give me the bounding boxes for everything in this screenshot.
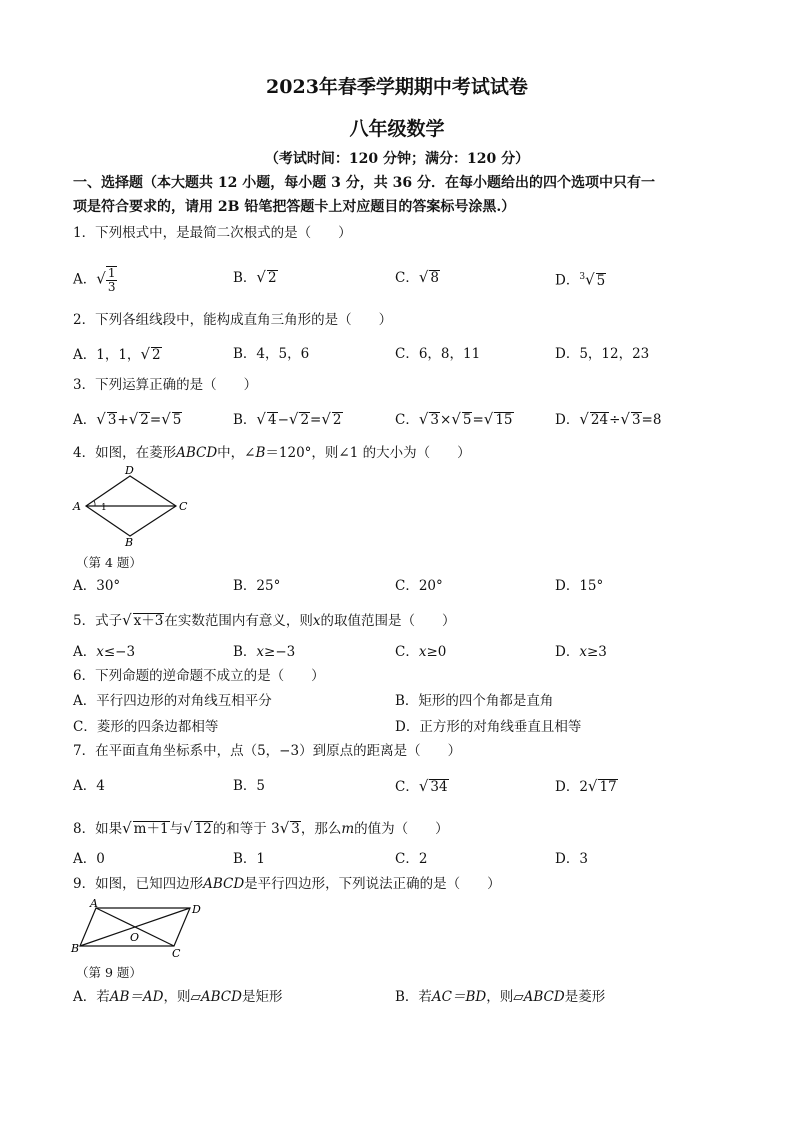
exam-subtitle: 八年级数学 <box>349 118 445 140</box>
parallelogram-figure <box>70 898 210 958</box>
q2-stem: 2．下列各组线段中，能构成直角三角形的是（ ） <box>73 312 393 328</box>
q5-option-d: D．x≥3 <box>555 644 607 660</box>
q3-stem: 3．下列运算正确的是（ ） <box>73 377 258 393</box>
q6-option-a: A．平行四边形的对角线互相平分 <box>73 693 272 709</box>
q6-option-d: D．正方形的对角线垂直且相等 <box>395 719 582 735</box>
q7-option-b: B．5 <box>233 778 266 794</box>
label-c: C <box>172 947 181 958</box>
q6-option-b: B．矩形的四个角都是直角 <box>395 693 554 709</box>
q3-option-d: D．√ 24÷√ 3=8 <box>555 410 662 428</box>
exam-title: 2023年春季学期期中考试试卷 <box>266 76 528 98</box>
q5-option-a: A．x≤−3 <box>73 644 136 660</box>
q3-option-a: A．√ 3+√ 2=√ 5 <box>73 410 182 428</box>
q2-option-d: D．5，12，23 <box>555 346 650 362</box>
label-d: D <box>192 903 201 916</box>
label-o: O <box>130 931 140 944</box>
section-heading-line2: 项是符合要求的，请用 2B 铅笔把答题卡上对应题目的答案标号涂黑.） <box>73 199 516 215</box>
q2-option-c: C．6，8，11 <box>395 346 481 362</box>
exam-info: （考试时间：120 分钟；满分：120 分） <box>264 151 530 167</box>
q7-option-c: C．√ 34 <box>395 777 448 795</box>
q8-option-d: D．3 <box>555 851 588 867</box>
q1-option-d: D．$^3$√ 5 <box>555 270 606 289</box>
label-b: B <box>71 942 80 955</box>
label-b: B <box>125 536 134 546</box>
q3-option-c: C．√ 3×√ 5=√ 15 <box>395 410 513 428</box>
label-a: A <box>73 500 81 513</box>
q4-option-a: A．30° <box>73 578 121 594</box>
q4-option-b: B．25° <box>233 578 281 594</box>
q4-option-c: C．20° <box>395 578 443 594</box>
q9-caption: （第 9 题） <box>76 965 142 980</box>
section-heading-line1: 一、选择题（本大题共 12 小题，每小题 3 分，共 36 分．在每小题给出的四个选项中只有一 <box>73 175 655 191</box>
q7-stem: 7．在平面直角坐标系中，点（5，−3）到原点的距离是（ ） <box>73 743 462 759</box>
q8-option-b: B．1 <box>233 851 266 867</box>
q8-option-c: C．2 <box>395 851 428 867</box>
q8-stem: 8．如果√ m＋1与√ 12的和等于 3√ 3，那么m的值为（ ） <box>73 819 449 837</box>
q4-stem: 4．如图，在菱形ABCD中，∠B＝120°，则∠1 的大小为（ ） <box>73 445 471 461</box>
q1-option-c: C．√ 8 <box>395 268 439 286</box>
q4-caption: （第 4 题） <box>76 555 142 570</box>
label-c: C <box>179 500 188 513</box>
q1-option-a: A．√ $\frac{1}{3}$ <box>73 266 116 294</box>
q6-option-c: C．菱形的四条边都相等 <box>73 719 219 735</box>
angle-1-arc <box>94 501 95 506</box>
q8-option-a: A．0 <box>73 851 105 867</box>
label-d: D <box>125 464 134 477</box>
rhombus-figure <box>72 464 192 546</box>
q1-option-b: B．√ 2 <box>233 268 277 286</box>
label-a: A <box>90 898 98 910</box>
q6-stem: 6．下列命题的逆命题不成立的是（ ） <box>73 668 325 684</box>
q3-option-b: B．√ 4−√ 2=√ 2 <box>233 410 342 428</box>
q1-stem: 1．下列根式中，是最简二次根式的是（ ） <box>73 225 352 241</box>
q2-option-b: B．4，5，6 <box>233 346 310 362</box>
q5-option-b: B．x≥−3 <box>233 644 296 660</box>
label-angle-1: 1 <box>101 503 107 513</box>
q9-option-a: A．若AB＝AD，则▱ABCD是矩形 <box>73 989 283 1005</box>
q9-stem: 9．如图，已知四边形ABCD是平行四边形，下列说法正确的是（ ） <box>73 876 501 892</box>
q7-option-a: A．4 <box>73 778 105 794</box>
q5-option-c: C．x≥0 <box>395 644 447 660</box>
q9-option-b: B．若AC＝BD，则▱ABCD是菱形 <box>395 989 606 1005</box>
q5-stem: 5．式子√ x＋3在实数范围内有意义，则x的取值范围是（ ） <box>73 611 456 629</box>
q4-option-d: D．15° <box>555 578 604 594</box>
q2-option-a: A．1，1，√ 2 <box>73 345 161 363</box>
q7-option-d: D．2√ 17 <box>555 777 617 795</box>
